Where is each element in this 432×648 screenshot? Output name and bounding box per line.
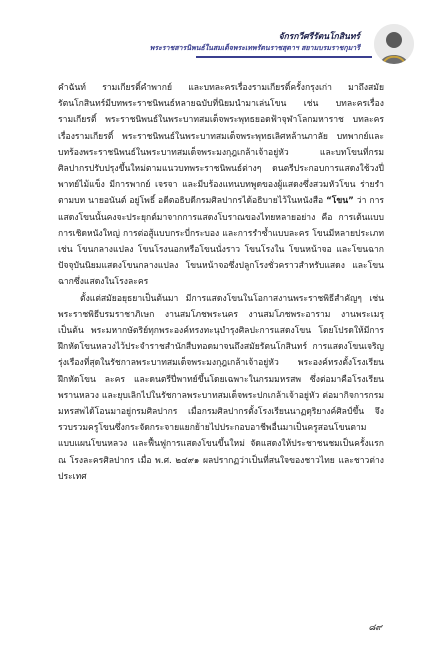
page-number: ๘๙ xyxy=(368,623,382,633)
page-header xyxy=(0,0,432,72)
portrait-icon xyxy=(374,24,414,64)
header-text-block xyxy=(150,32,360,53)
header-title: จักรกวีศรีรัตนโกสินทร์ xyxy=(278,32,360,42)
header-rule xyxy=(196,56,372,58)
paragraph-2: ตั้งแต่สมัยอยุธยาเป็นต้นมา มีการแสดงโขนในโอกาสงานพระราชพิธีสำคัญๆ เช่น พระราชพิธีบรมราชาภิเษก งานสมโภชพระนคร งานสมโภชพระอาราม งานพระเมรุ เป็นต้น พระมหากษัตริย์ทุกพระองค์ทรงทะนุบำรุงศิลปะการแสดงโขน โดยโปรดให้มีการฝึกหัดโขนหลวงไว้ประจำราชสำนักสืบทอดมาจนถึงสมัยรัตนโกสินทร์ การแสดงโขนเจริญรุ่งเรืองที่สุดในรัชกาลพระบาทสมเด็จพระมงกุฎเกล้าเจ้าอยู่หัว พระองค์ทรงตั้งโรงเรียนฝึกหัดโขน ละคร และดนตรีปี่พาทย์ขึ้นโดยเฉพาะในกรมมหรสพ ซึ่งต่อมาคือโรงเรียนพรานหลวง และยุบเลิกไปในรัชกาลพระบาทสมเด็จพระปกเกล้าเจ้าอยู่หัว ต่อมากิจการกรมมหรสพได้โอนมาอยู่กรมศิลปากร เมื่อกรมศิลปากรตั้งโรงเรียนนาฏดุริยางค์ศิลป์ขึ้น จึงรวบรวมครูโขนซึ่งกระจัดกระจายแยกย้ายไปประกอบอาชีพอื่นมาเป็นครูสอนโขนตามแบบแผนโขนหลวง และฟื้นฟูการแสดงโขนขึ้นใหม่ จัดแสดงให้ประชาชนชมเป็นครั้งแรก ณ โรงละครศิลปากร เมื่อ พ.ศ. ๒๔๙๑ ผลปรากฏว่าเป็นที่สนใจของชาวไทย และชาวต่างประเทศ xyxy=(58,293,384,482)
header-subtitle: พระราชสารนิพนธ์ในสมเด็จพระเทพรัตนราชสุดาฯ สยามบรมราชกุมารี xyxy=(149,43,360,52)
header-portrait-photo xyxy=(374,24,414,64)
paragraph-1-text-b: ว่า การแสดงโขนนั้นคงจะประยุกต์มาจากการแสดงโบราณของไทยหลายอย่าง คือ การเต้นแบบการเชิดหนังใหญ่ การต่อสู้แบบกระบี่กระบอง และการรำซ้ำแบบละคร โขนมีหลายประเภท เช่น โขนกลางแปลง โขนโรงนอกหรือโขนนั่งราว โขนโรงใน โขนหน้าจอ และโขนฉาก ปัจจุบันนิยมแสดงโขนกลางแปลง โขนหน้าจอซึ่งปลูกโรงชั่วคราวสำหรับแสดง และโขนฉากซึ่งแสดงในโรงละคร xyxy=(58,196,385,288)
paragraph-1-text-a: คำฉันท์ รามเกียรติ์คำพากย์ และบทละครเรื่องรามเกียรติ์ครั้งกรุงเก่า มาถึงสมัยรัตนโกสินทร์มีบทพระราชนิพนธ์หลายฉบับที่นิยมนำมาเล่นโขน เช่น บทละครเรื่องรามเกียรติ์ พระราชนิพนธ์ในพระบาทสมเด็จพระพุทธยอดฟ้าจุฬาโลกมหาราช บทละครเรื่องรามเกียรติ์ พระราชนิพนธ์ในพระบาทสมเด็จพระพุทธเลิศหล้านภาลัย บทพากย์และบทร้องพระราชนิพนธ์ในพระบาทสมเด็จพระมงกุฎเกล้าเจ้าอยู่หัว และบทโขนที่กรมศิลปากรปรับปรุงขึ้นใหม่ตามแนวบทพระราชนิพนธ์ต่างๆ ดนตรีประกอบการแสดงใช้วงปี่พาทย์ไม้แข็ง มีการพากย์ เจรจา และมีบร้องแทนบทพูดของผู้แสดงซึ่งสวมหัวโขน ร่ายรำตามบท นายอนันต์ อยู่โพธิ์ อดีตอธิบดีกรมศิลปากรได้อธิบายไว้ในหนังสือ xyxy=(58,83,384,207)
book-title: “โขน” xyxy=(326,196,354,207)
body-text xyxy=(58,80,384,485)
paragraph-1 xyxy=(58,80,384,291)
